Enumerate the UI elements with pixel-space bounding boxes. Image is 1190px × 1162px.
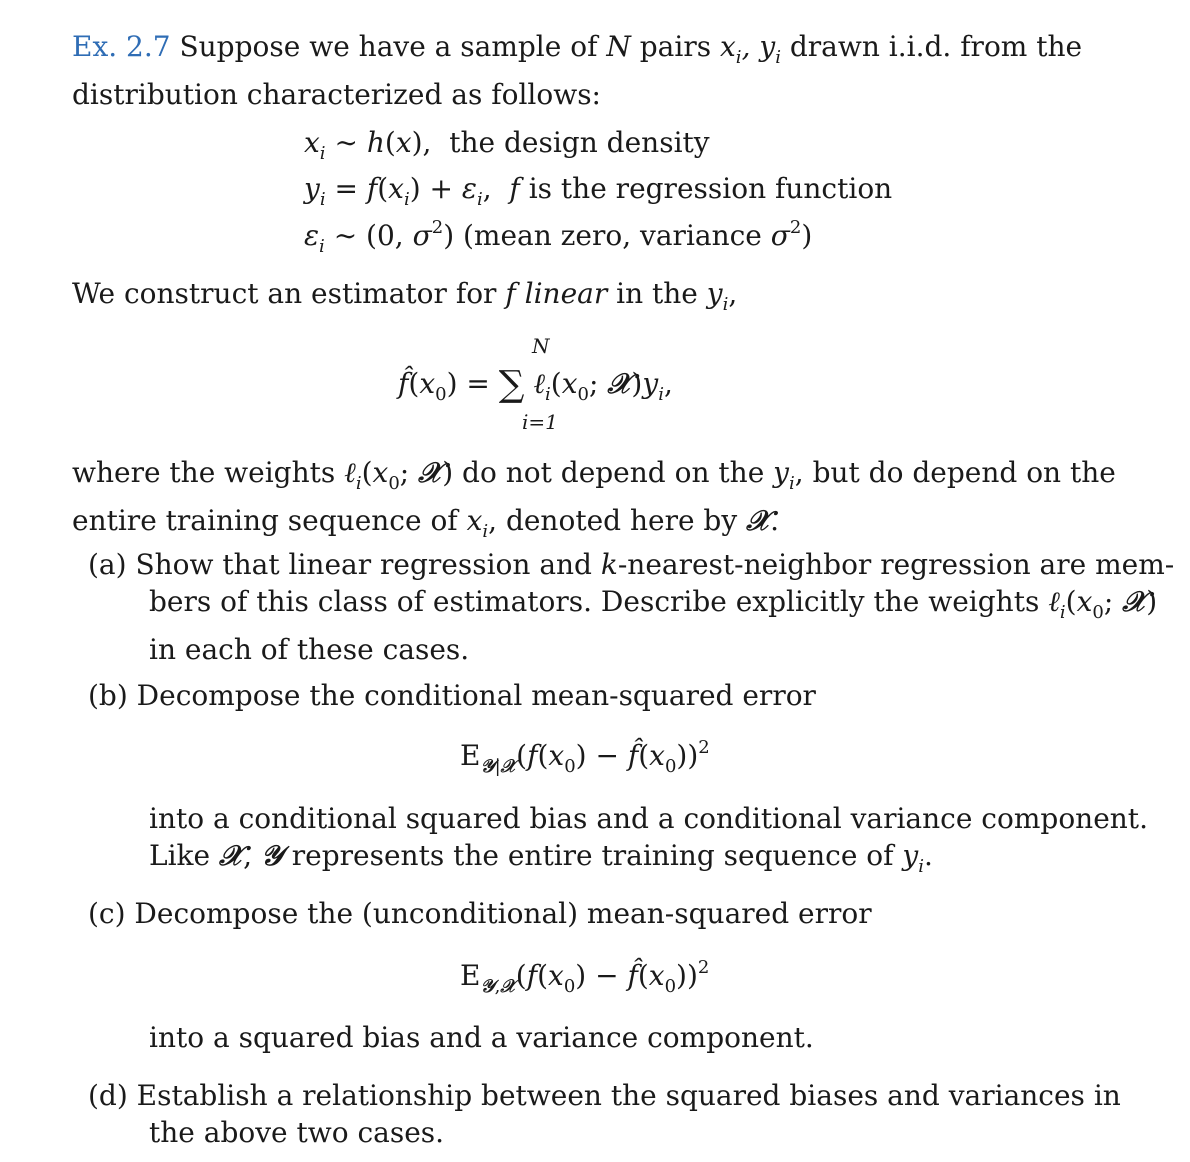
sum-lower-limit: i=1 [522,410,558,434]
intro-line-2: distribution characterized as follows: [72,78,601,111]
model-row-1: $x_i$ ∼ h(x), the design density [304,126,710,164]
model-row-2: $y_i = f(x_i) + \varepsilon_i$, f is the regression function [304,172,893,210]
weights-line-1: where the weights $\ell_i(x_0$; 𝒳) do not depend on the $y_i$, but do depend on the [72,456,1116,494]
part-b-line-3: Like 𝒳, 𝒴 represents the entire training sequence of $y_i$. [149,839,933,877]
part-a-line-2: bers of this class of estimators. Describe explicitly the weights $\ell_i(x_0$; 𝒳) [149,585,1158,623]
part-a-line-3: in each of these cases. [149,633,470,666]
model-row-3: $\varepsilon_i$ ∼ (0, $\sigma^2$) (mean zero, variance $\sigma^2$) [304,217,813,257]
part-c-equation: $E_{𝒴,𝒳}(f(x_0)$ − $f̂(x_0))^2$ [460,957,710,997]
weights-paragraph [72,454,1116,550]
estimator-formula: $f̂(x_0)$ = ∑ $\ell_i(x_0$; $𝒳)y_i$, [398,364,673,405]
part-b-equation: $E_{𝒴|𝒳}(f(x_0)$ − $f̂(x_0))^2$ [460,737,710,777]
exercise-number: Ex. 2.7 [72,30,171,63]
part-b-line-2: into a conditional squared bias and a conditional variance component. [149,802,1148,835]
sum-upper-limit: N [532,334,550,358]
part-c-line-2: into a squared bias and a variance component. [149,1021,814,1054]
part-d [88,1077,1121,1151]
part-d-line-1: (d) Establish a relationship between the squared biases and variances in [88,1079,1121,1112]
intro-line-1: Ex. 2.7 Suppose we have a sample of N pairs $x_i$, $y_i$ drawn i.i.d. from the [72,30,1083,68]
part-d-line-2: the above two cases. [149,1116,445,1149]
construct-line: We construct an estimator for f linear in the $y_i$, [72,277,738,315]
part-a [88,546,1174,668]
part-c-line-1: (c) Decompose the (unconditional) mean-squared error [88,897,872,930]
part-b-line-1: (b) Decompose the conditional mean-squared error [88,679,816,712]
weights-line-2: entire training sequence of $x_i$, denoted here by 𝒳. [72,504,780,542]
part-b-text [149,800,1148,885]
intro-paragraph [72,28,1083,113]
part-a-line-1: (a) Show that linear regression and k-nearest-neighbor regression are mem- [88,548,1175,581]
